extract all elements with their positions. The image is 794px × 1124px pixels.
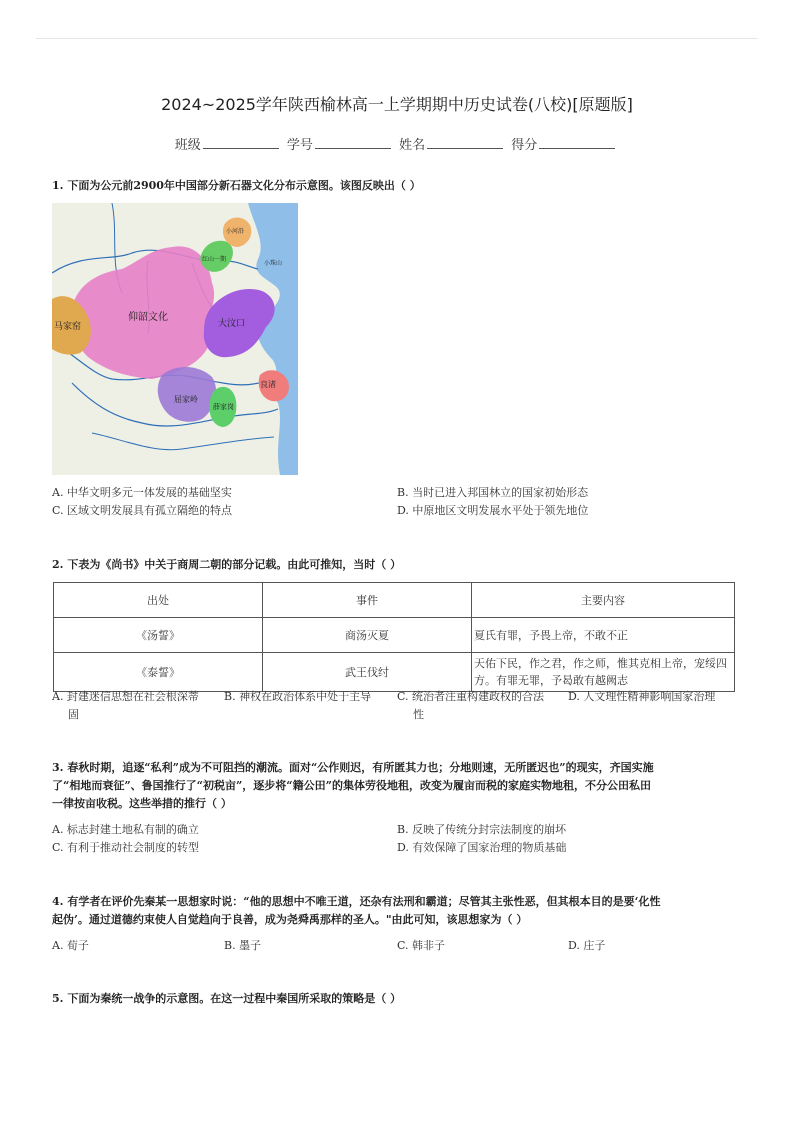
map-label-majiayao: 马家窑: [54, 322, 82, 332]
q3-option-c[interactable]: C. 有利于推动社会制度的转型: [52, 841, 200, 854]
neolithic-culture-map: [52, 203, 298, 475]
question-3-stem-line1: 3. 春秋时期，追逐“私利”成为不可阻挡的潮流。面对“公作则迟，有所匿其力也；分地则速，无所匿迟也”的现实，齐国实施: [52, 761, 654, 774]
table-cell-content: 天佑下民，作之君，作之师，惟其克相上帝，宠绥四方。有罪无罪，予曷敢有越阙志: [472, 653, 735, 692]
map-label-hongshan: 红山一期: [202, 256, 227, 263]
table-header-source: 出处: [54, 583, 263, 618]
question-3-stem-line3: 一律按亩收税。这些举措的推行（ ）: [52, 797, 232, 810]
table-cell-event: 武王伐纣: [263, 653, 472, 692]
table-cell-content: 夏氏有罪，予畏上帝，不敢不正: [472, 618, 735, 653]
q2-option-d[interactable]: D. 人文理性精神影响国家治理: [568, 690, 716, 703]
question-4-stem-line2: 起伪’。通过道德约束使人自觉趋向于良善，成为尧舜禹那样的圣人。"由此可知，该思想家为（ ）: [52, 913, 528, 926]
class-blank[interactable]: [203, 136, 279, 149]
number-blank[interactable]: [315, 136, 391, 149]
student-info-line: [0, 134, 794, 153]
shangshu-table: [53, 582, 735, 692]
map-label-xiaoheyan: 小河沿: [226, 228, 245, 235]
q3-option-d[interactable]: D. 有效保障了国家治理的物质基础: [397, 841, 567, 854]
question-3-stem-line2: 了“相地而衰征”、鲁国推行了“初税亩”，逐步将“籍公田”的集体劳役地租，改变为履亩而税的家庭实物地租，不分公田私田: [52, 779, 651, 792]
q2-option-c[interactable]: [397, 688, 567, 724]
map-label-xiaozhushan: 小珠山: [264, 260, 283, 267]
table-header-row: [54, 583, 735, 618]
q2-option-c-line1: C. 统治者注重构建政权的合法: [397, 690, 545, 703]
q2-option-a-line2: 固: [68, 708, 79, 721]
q1-option-a[interactable]: A. 中华文明多元一体发展的基础坚实: [52, 486, 232, 499]
q1-option-c[interactable]: C. 区域文明发展具有孤立隔绝的特点: [52, 504, 233, 517]
table-row: [54, 618, 735, 653]
table-header-event: 事件: [263, 583, 472, 618]
table-header-content: 主要内容: [472, 583, 735, 618]
name-blank[interactable]: [427, 136, 503, 149]
page-title: 2024~2025学年陕西榆林高一上学期期中历史试卷(八校)[原题版]: [161, 95, 633, 114]
map-label-liangzhu: 良渚: [260, 380, 276, 389]
q4-option-c[interactable]: C. 韩非子: [397, 939, 446, 952]
table-cell-source: 《泰誓》: [54, 653, 263, 692]
q4-option-a[interactable]: A. 荀子: [52, 939, 89, 952]
table-cell-event: 商汤灭夏: [263, 618, 472, 653]
score-blank[interactable]: [539, 136, 615, 149]
q4-option-b[interactable]: B. 墨子: [224, 939, 262, 952]
number-label: 学号: [286, 138, 313, 153]
map-label-xuejiagang: 薛家岗: [213, 403, 234, 411]
table-cell-source: 《汤誓》: [54, 618, 263, 653]
class-label: 班级: [174, 138, 201, 153]
q2-option-c-line2: 性: [413, 708, 424, 721]
map-label-dawenkou: 大汶口: [218, 319, 246, 329]
q3-option-b[interactable]: B. 反映了传统分封宗法制度的崩坏: [397, 823, 567, 836]
q2-option-b[interactable]: B. 神权在政治体系中处于主导: [224, 690, 372, 703]
q3-option-a[interactable]: A. 标志封建土地私有制的确立: [52, 823, 199, 836]
q1-option-d[interactable]: D. 中原地区文明发展水平处于领先地位: [397, 504, 589, 517]
name-label: 姓名: [399, 138, 426, 153]
q4-option-d[interactable]: D. 庄子: [568, 939, 606, 952]
map-label-qujialing: 屈家岭: [174, 395, 198, 404]
question-2-stem: 2. 下表为《尚书》中关于商周二朝的部分记载。由此可推知，当时（ ）: [52, 558, 402, 571]
map-label-yangshao: 仰韶文化: [128, 312, 168, 323]
question-1-stem: 1. 下面为公元前2900年中国部分新石器文化分布示意图。该图反映出（ ）: [52, 179, 421, 192]
question-4-stem-line1: 4. 有学者在评价先秦某一思想家时说：“他的思想中不唯王道，还杂有法刑和霸道；尽管其主张性恶，但其根本目的是要‘化性: [52, 895, 661, 908]
header-divider: [36, 38, 758, 39]
q2-option-a[interactable]: [52, 688, 222, 724]
question-5-stem: 5. 下面为秦统一战争的示意图。在这一过程中秦国所采取的策略是（ ）: [52, 992, 402, 1005]
score-label: 得分: [511, 138, 538, 153]
q1-option-b[interactable]: B. 当时已进入邦国林立的国家初始形态: [397, 486, 589, 499]
table-row: [54, 653, 735, 692]
q2-option-a-line1: A. 封建迷信思想在社会根深蒂: [52, 690, 199, 703]
